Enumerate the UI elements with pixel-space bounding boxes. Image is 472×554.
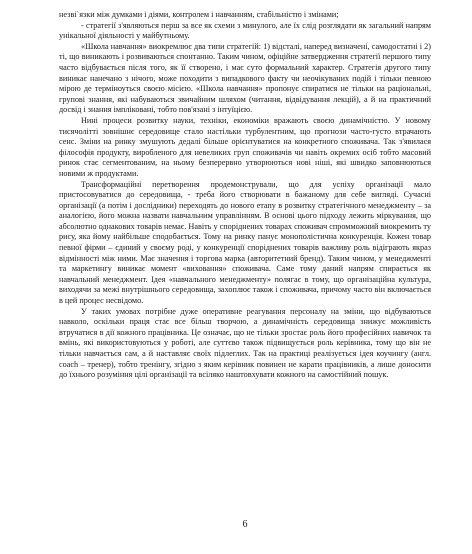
paragraph-2: - стратегії з'являються перш за все як схеми з минулого, але їх слід розглядати як загальний напрям унікальної діяльності у майбутньому. (59, 20, 431, 41)
page-number: 6 (242, 519, 248, 530)
document-page (59, 10, 431, 540)
paragraph-6: У таких умовах потрібне дуже оперативне реагування персоналу на зміни, що відбуваються навколо, оскільки праця стає все більш творчою, а динамічність середовища знижує можливість втручатися в дії кожного працівника. Це означає, що не тільки зростає роль його професійних навичок та вмінь, які використовуються у роботі, але суттєво також підвищується роль керівника, тому що він не тільки навчається сам, а й наставляє своїх підлеглих. Так на практиці реалізується ідея коучингу (англ. coach – тренер), тобто тренінгу, згідно з яким керівник повинен не карати працівників, а лише доносити до їхнього розуміння цілі організації та всіляко наштовхувати кожного на самостійний пошук. (59, 306, 431, 380)
paragraph-3: «Школа навчання» виокремлює два типи стратегій: 1) відсталі, наперед визначені, самодостатні і 2) ті, що виникають і розвиваються спонтанно. Таким чином, офіційне затвердження стратегії першого типу часто відбувається після того, як її створено, і має суто формальний характер. Стратегія другого типу виникає нанечано з нічого, може походити з випадкового факту чи неочікуваних подій і тільки певною мірою де терміноуться своєю місією. «Школа навчання» пропонує спиратися не тільки на раціональні, групові знання, які набуваються звичайним шляхом (читання, відвідування лекцій), а й на практичний досвід і знання імпліковані, тобто пов'язані з інтуїцією. (59, 41, 431, 115)
paragraph-1: незві`язки між думками і діями, контролем і навчанням, стабільністю і змінами; (59, 10, 339, 19)
paragraph-5: Трансформаційні перетворення продемонстрували, що для успіху організації мало пристосовуватися до середовища, - треба його створювати в бажаному для себе вигляді. Сучасні організації (а потім і дослідники) переходять до нового етапу в розвитку стратегічного менеджменту – за аналогією, його можна назвати навчальним управлінням. В основі цього підходу лежить міркування, що абсолютно однакових товарів немає. Навіть у споріднених товарах споживач спромможний виокремить ту рису, яка йому найбільше сподобається. Тому на ринку панує монополістична конкуренція. Кожен товар певної фірми – єдиний у своєму роді, у конкуренції споріднених товарів важливу роль відіграють якраз відмінності між ними. Має значення і торгова марка (авторитетний бренд). Таким чином, у менеджменті та маркетингу виникає момент «виховання» споживача. Саме тому даний напрям спирається як навчальний менеджмент. Ідея «навчального менеджменту» полягає в тому, що організаційна культура, виходячи за межі внутрішнього середовища, захоплює також і споживача, причому часто він включається в цей процес несвідомо. (59, 179, 431, 306)
paragraph-4: Нині процеси розвитку науки, техніки, економіки вражають своєю динамічністю. У новому тисячолітті зовнішнє середовище стало настільки турбулентним, що прогнози часто-густо втрачають сенс. Зміни на ринку змушують дедалі більше орієнтуватися на конкретного споживача. Так з'явилася філософія продукту, виробленого для невеликих груп споживачів чи навіть окремих осіб тобто масовий ринок стає сегментованим, на ньому безперервно утворюються нові ніші, які швидко заповнюються новими ж продуктами. (59, 115, 431, 178)
